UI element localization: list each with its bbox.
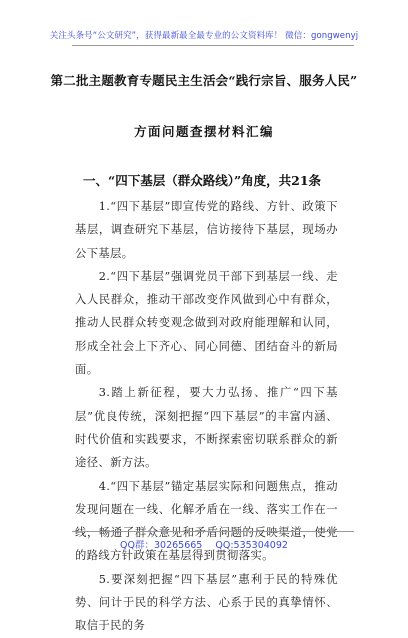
footer-divider bbox=[72, 531, 354, 532]
paragraph-2: 2.“四下基层”强调党员干部下到基层一线、走入人民群众，推动干部改变作风做到心中有群众，推动人民群众转变观念做到对政府能理解和认同，形成全社会上下齐心、同心同德、团结奋斗的新局面。 bbox=[75, 269, 338, 377]
footer-qq: QQ:535304092 bbox=[215, 540, 288, 551]
document-body bbox=[75, 195, 338, 638]
header-divider bbox=[72, 45, 354, 46]
document-title-line1: 第二批主题教育专题民主生活会“践行宗旨、服务人民” bbox=[50, 73, 358, 88]
header-promo-note: 关注头条号“公文研究”，获得最新最全最专业的公文资料库！ 微信：gongwenyj bbox=[49, 31, 359, 41]
paragraph-1: 1.“四下基层”即宣传党的路线、方针、政策下基层，调查研究下基层，信访接待下基层，现场办公下基层。 bbox=[75, 200, 338, 260]
footer-contact bbox=[0, 537, 408, 551]
paragraph-3: 3.踏上新征程，要大力弘扬、推广“四下基层”优良传统，深刻把握“四下基层”的丰富内涵、时代价值和实践要求，不断探索密切联系群众的新途径、新方法。 bbox=[75, 386, 338, 470]
paragraph-4: 4.“四下基层”锚定基层实际和问题焦点，推动发现问题在一线、化解矛盾在一线、落实工作在一线，畅通了群众意见和矛盾问题的反映渠道，使党的路线方针政策在基层得到贯彻落实。 bbox=[75, 479, 338, 563]
document-title-line2: 方面问题查摆材料汇编 bbox=[133, 124, 274, 139]
paragraph-5: 5.要深刻把握“四下基层”惠利于民的特殊优势、问计于民的科学方法、心系于民的真挚情怀、取信于民的务 bbox=[75, 572, 338, 633]
footer-qq-group: QQ群：30265665 bbox=[120, 540, 203, 551]
section-heading: 一、“四下基层（群众路线）”角度，共21条 bbox=[83, 173, 322, 188]
